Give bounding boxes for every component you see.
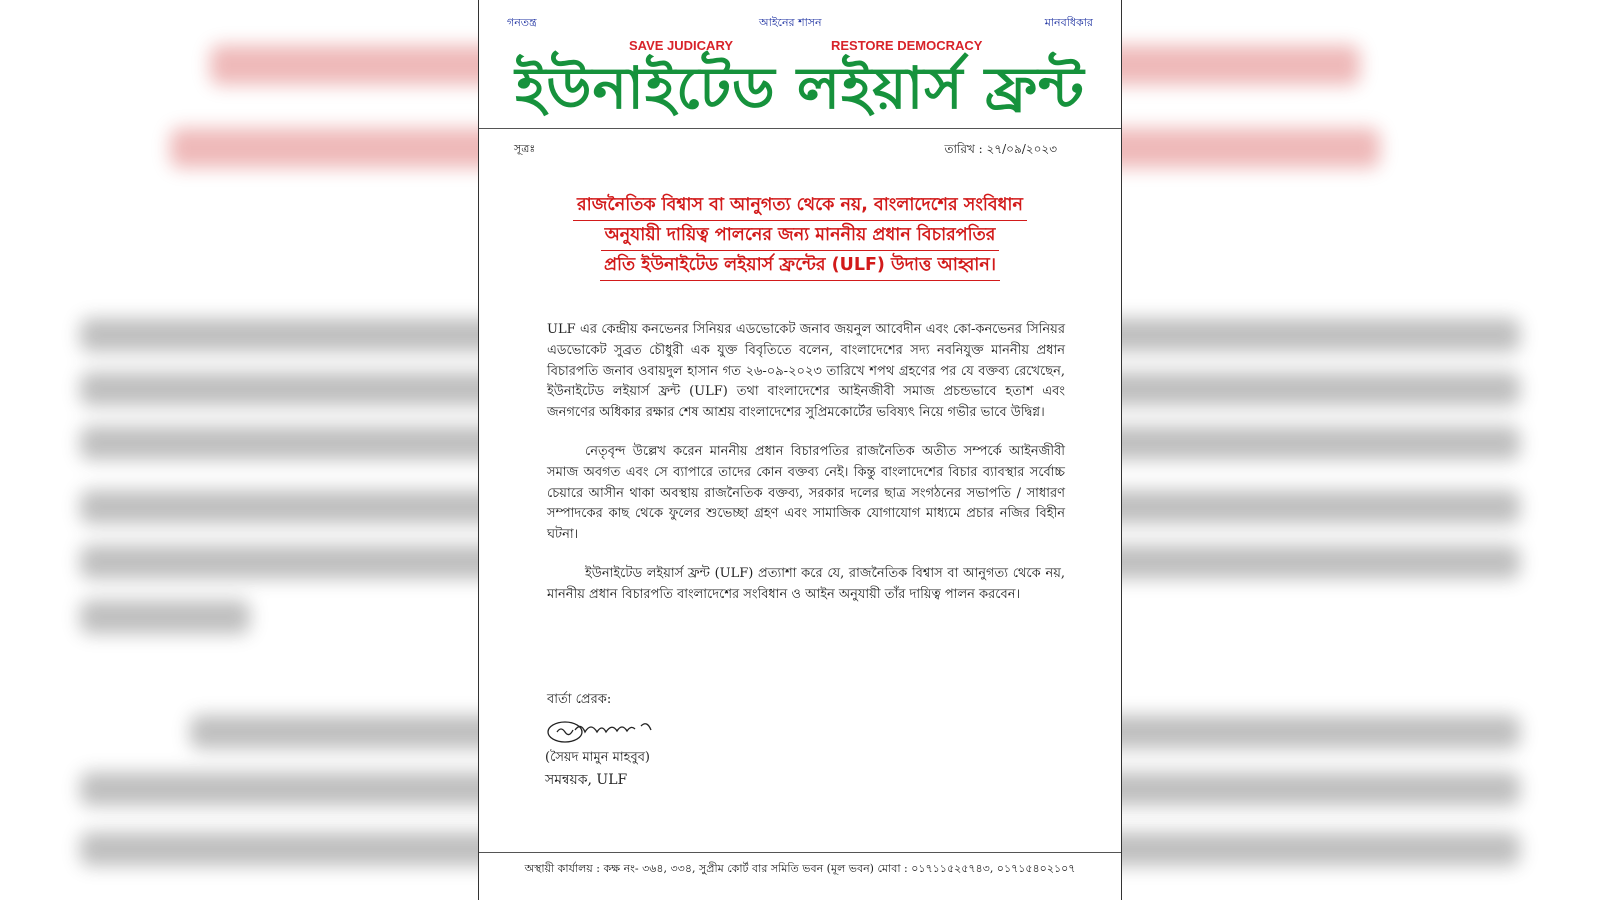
footer-divider xyxy=(479,852,1121,853)
letterhead-top-row xyxy=(507,14,1093,30)
headline-line: প্রতি ইউনাইটেড লইয়ার্স ফ্রন্টের (ULF) উদাত্ত আহ্বান। xyxy=(600,251,1000,281)
top-right-word: মানবধিকার xyxy=(1044,16,1093,29)
body-paragraph: ULF এর কেন্দ্রীয় কনভেনর সিনিয়র এডভোকেট জনাব জয়নুল আবেদীন এবং কো-কনভেনর সিনিয়র এডভোকেট সুব্রত চৌধুরী এক যুক্ত বিবৃতিতে বলেন, বাংলাদেশের সদ্য নবনিযুক্ত মাননীয় প্রধান বিচারপতি জনাব ওবায়দুল হাসান গত ২৬-০৯-২০২৩ তারিখে শপথ গ্রহণের পর যে বক্তব্য রেখেছেন, ইউনাইটেড লইয়ার্স ফ্রন্ট (ULF) তথা বাংলাদেশের আইনজীবী সমাজ প্রচন্ডভাবে হতাশ এবং জনগণের অধিকার রক্ষার শেষ আশ্রয় বাংলাদেশের সুপ্রিমকোর্টের ভবিষ্যৎ নিয়ে গভীর ভাবে উদ্বিগ্ন। xyxy=(547,322,1065,421)
slogan-save-judiciary: SAVE JUDICARY xyxy=(629,38,734,53)
headline-line: অনুযায়ী দায়িত্ব পালনের জন্য মাননীয় প্রধান বিচারপতির xyxy=(601,221,1000,251)
top-left-word: গনতন্ত্র xyxy=(507,16,537,29)
headline xyxy=(519,191,1081,281)
signer-name: (সৈয়দ মামুন মাহবুব) xyxy=(545,750,650,765)
header-divider xyxy=(479,128,1121,129)
signer-title: সমন্বয়ক, ULF xyxy=(545,772,628,788)
statement-body xyxy=(547,320,1065,624)
document-date: তারিখ : ২৭/০৯/২০২৩ xyxy=(944,142,1057,156)
body-paragraph: ইউনাইটেড লইয়ার্স ফ্রন্ট (ULF) প্রত্যাশা করে যে, রাজনৈতিক বিশ্বাস বা আনুগত্য থেকে নয়, মাননীয় প্রধান বিচারপতি বাংলাদেশের সংবিধান ও আইন অনুযায়ী তাঁর দায়িত্ব পালন করবেন। xyxy=(547,565,1065,602)
organization-masthead: ইউনাইটেড লইয়ার্স ফ্রন্ট xyxy=(515,54,1085,122)
bg-text-line xyxy=(80,600,250,634)
slogan-restore-democracy: RESTORE DEMOCRACY xyxy=(831,38,983,53)
handwritten-signature xyxy=(545,712,675,746)
headline-line: রাজনৈতিক বিশ্বাস বা আনুগত্য থেকে নয়, বাংলাদেশের সংবিধান xyxy=(573,191,1027,221)
office-address-footer: অস্থায়ী কার্যালয় : কক্ষ নং- ৩৬৪, ৩৩৪, সুপ্রীম কোর্ট বার সমিতি ভবন (মূল ভবন) মোবা : ০১৭১১৫২৫৭৪৩, ০১৭১৫৪০২১০৭ xyxy=(524,862,1076,875)
sender-label: বার্তা প্রেরক: xyxy=(547,692,612,707)
top-center-word: আইনের শাসন xyxy=(759,16,822,29)
press-release-document xyxy=(478,0,1122,900)
body-paragraph: নেতৃবৃন্দ উল্লেখ করেন মাননীয় প্রধান বিচারপতির রাজনৈতিক অতীত সম্পর্কে আইনজীবী সমাজ অবগত এবং সে ব্যাপারে তাদের কোন বক্তব্য নেই। কিন্তু বাংলাদেশের বিচার ব্যাবস্থার সর্বোচ্চ চেয়ারে আসীন থাকা অবস্থায় রাজনৈতিক বক্তব্য, সরকার দলের ছাত্র সংগঠনের সভাপতি / সাধারণ সম্পাদকের কাছ থেকে ফুলের শুভেচ্ছা গ্রহণ এবং সামাজিক যোগাযোগ মাধ্যমে প্রচার নজির বিহীন ঘটনা। xyxy=(547,443,1065,543)
bg-headline-line xyxy=(130,0,149,43)
reference-label: সূত্রঃ xyxy=(514,142,536,155)
